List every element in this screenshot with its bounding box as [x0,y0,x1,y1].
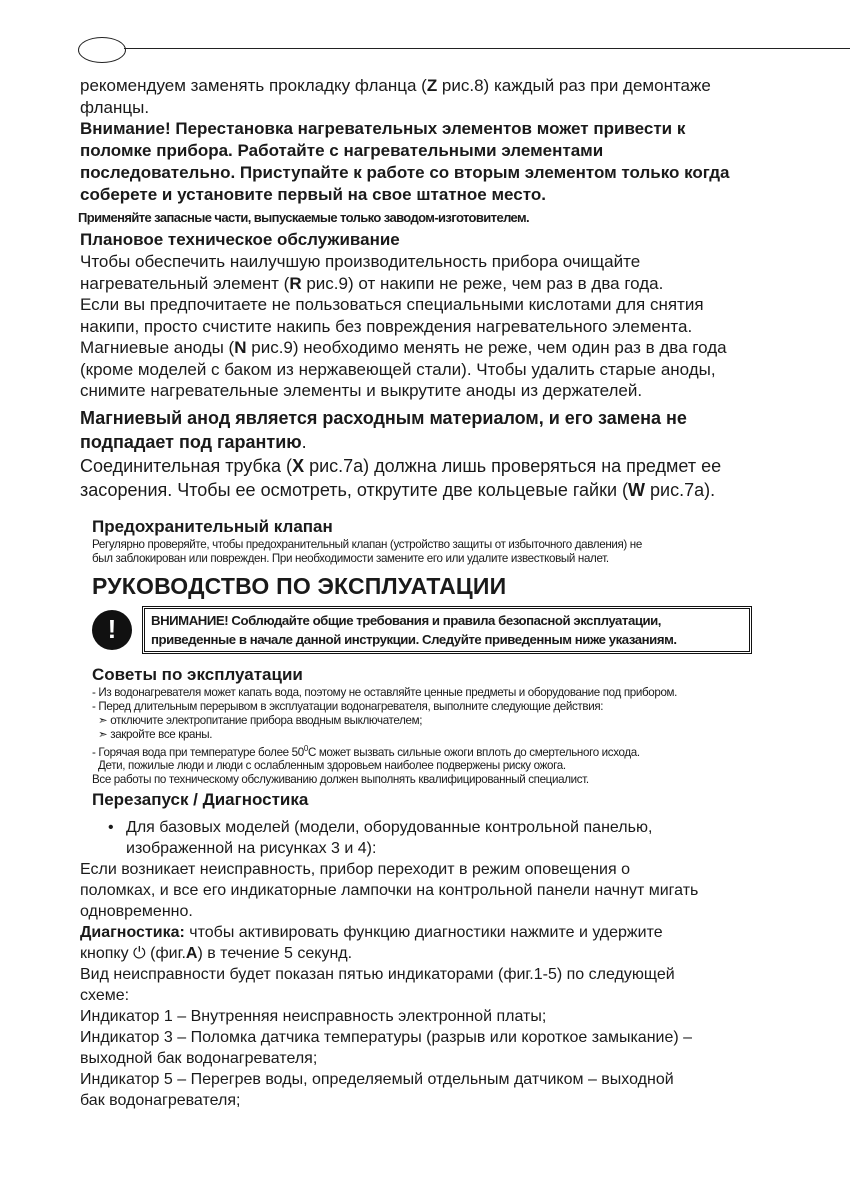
warning-line: поломке прибора. Работайте с нагревательными элементами [80,141,604,160]
text-frag: кнопку [80,945,134,963]
list-item: - Из водонагревателя может капать вода, поэтому не оставляйте ценные предметы и оборудование под прибором. [92,685,678,699]
text-line: (кроме моделей с баком из нержавеющей стали). Чтобы удалить старые аноды, [80,359,716,379]
text-frag: чтобы активировать функцию диагностики нажмите и удержите [184,924,663,942]
manual-title: РУКОВОДСТВО ПО ЭКСПЛУАТАЦИИ [92,572,507,599]
spare-parts-note: Применяйте запасные части, выпускаемые только заводом-изготовителем. [78,210,530,225]
text-frag: Соединительная трубка ( [80,455,293,476]
warning-line: соберете и установите первый на свое штатное место. [80,185,546,204]
valve-section [80,516,780,566]
text-frag: рис.7а) должна лишь проверяться на предмет ее [304,455,722,476]
text-line: одновременно. [80,903,193,921]
restart-title: Перезапуск / Диагностика [92,790,309,810]
restart-section [80,789,780,1111]
safety-warning [92,606,780,654]
ref-n: N [234,338,247,357]
valve-title: Предохранительный клапан [92,516,333,536]
text-frag: С может вызвать сильные ожоги вплоть до смертельного исхода. [307,745,640,759]
text-line: поломках, и все его индикаторные лампочки на контрольной панели начнут мигать [80,882,699,900]
bullet-icon: • [108,819,114,837]
page-header-oval [78,37,126,63]
text-line: фланцы. [80,97,150,117]
warning-box-line: приведенные в начале данной инструкции. Следуйте приведенным ниже указаниям. [151,631,677,647]
text-line: Для базовых моделей (модели, оборудованные контрольной панелью, [126,819,653,837]
warning-box [142,606,752,654]
text-frag: нагревательный элемент ( [80,273,290,293]
text-frag: - Горячая вода при температуре более 50 [92,745,304,759]
list-item: Дети, пожилые люди и люди с ослабленным здоровьем наиболее подвержены риску ожога. [98,759,566,773]
text-frag: Магниевые аноды ( [80,338,235,357]
text-frag: (фиг. [145,945,186,963]
ref-r: R [289,273,302,293]
text-line: Если вы предпочитаете не пользоваться специальными кислотами для снятия [80,295,704,314]
anode-section [80,406,780,502]
text-frag: рис.8) каждый раз при демонтаже [437,76,711,95]
text-line: Вид неисправности будет показан пятью индикаторами (фиг.1-5) по следующей [80,966,675,984]
ref-w: W [628,479,645,500]
list-item: ➣ отключите электропитание прибора вводным выключателем; [98,713,423,727]
warning-line: последовательно. Приступайте к работе со вторым элементом только когда [80,163,730,182]
anode-warning-line: подпадает под гарантию [80,431,302,452]
list-item: Все работы по техническому обслуживанию должен выполнять квалифицированный специалист. [92,773,589,787]
bullet-item [80,817,780,859]
ref-x: X [292,455,305,476]
ref-z: Z [426,76,438,95]
text-line: накипи, просто счистите накипь без повреждения нагревательного элемента. [80,316,693,336]
anode-warning-line: Магниевый анод является расходным материалом, и его замена не [80,407,687,428]
text-line: бак водонагревателя; [80,1092,241,1110]
text-line: изображенной на рисунках 3 и 4): [126,840,377,858]
power-icon: ⏻ [133,945,146,963]
warning-box-line: ВНИМАНИЕ! Соблюдайте общие требования и правила безопасной эксплуатации, [151,612,662,628]
page-content [80,75,780,1111]
warning-line: Внимание! Перестановка нагревательных элементов может привести к [80,119,686,138]
text-frag: 0 [303,743,308,753]
text-line: был заблокирован или поврежден. При необходимости замените его или удалите известковый налет. [92,551,609,565]
diag-label: Диагностика: [80,924,185,942]
heating-warning [80,118,780,206]
text-line: Чтобы обеспечить наилучшую производительность прибора очищайте [80,252,641,271]
text-line: Индикатор 5 – Перегрев воды, определяемый отдельным датчиком – выходной [80,1071,674,1089]
text-frag: ) в течение 5 секунд. [197,945,353,963]
text-line: Если возникает неисправность, прибор переходит в режим оповещения о [80,861,630,879]
text-frag: рекомендуем заменять прокладку фланца ( [80,76,427,95]
page-header-rule [124,48,850,49]
text-frag: рис.7а). [645,479,716,500]
gasket-paragraph [80,75,780,118]
text-line: Индикатор 3 – Поломка датчика температуры (разрыв или короткое замыкание) – [80,1029,693,1047]
maintenance-section [80,229,780,402]
text-line: Регулярно проверяйте, чтобы предохранительный клапан (устройство защиты от избыточного давления) не [92,537,642,551]
text-line: Индикатор 1 – Внутренняя неисправность электронной платы; [80,1008,547,1026]
text-frag: рис.9) необходимо менять не реже, чем один раз в два года [246,338,727,357]
tips-section [92,664,780,788]
list-item: ➣ закройте все краны. [98,727,213,741]
exclamation-icon: ! [92,610,132,650]
text-frag: рис.9) от накипи не реже, чем раз в два года. [301,273,664,293]
text-frag: засорения. Чтобы ее осмотреть, открутите две кольцевые гайки ( [80,479,628,500]
tips-title: Советы по эксплуатации [92,664,303,684]
text-line: снимите нагревательные элементы и выкрутите аноды из держателей. [80,381,643,400]
text-line: выходной бак водонагревателя; [80,1050,318,1068]
text-line: схеме: [80,987,130,1005]
ref-a: A [185,945,198,963]
maintenance-title: Плановое техническое обслуживание [80,230,400,249]
list-item: - Перед длительным перерывом в эксплуатации водонагревателя, выполните следующие действия: [92,699,604,713]
text-frag: . [301,431,307,452]
